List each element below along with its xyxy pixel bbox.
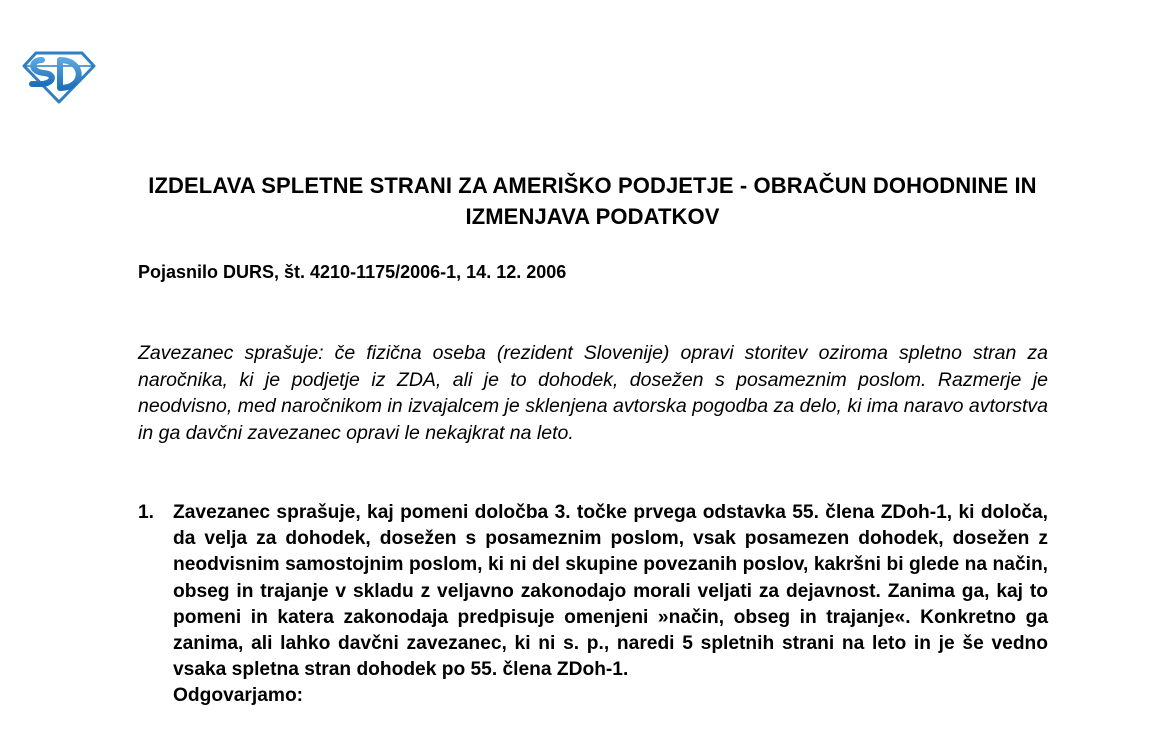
list-item-closing: Odgovarjamo:: [173, 685, 304, 707]
logo-icon: [22, 50, 96, 104]
list-item-number: 1.: [138, 502, 155, 523]
list-item: [138, 500, 1048, 710]
question-list: [138, 500, 1048, 710]
intro-paragraph: Zavezanec sprašuje: če fizična oseba (rezident Slovenije) opravi storitev oziroma spletno stran za naročnika, ki je podjetje iz ZDA, ali je to dohodek, dosežen s posameznim poslom. Razmerje je neodvisno, med naročnikom in izvajalcem je sklenjena avtorska pogodba za delo, ki ima naravo avtorstva in ga davčni zavezanec opravi le nekajkrat na leto.: [138, 342, 1048, 444]
document-title: IZDELAVA SPLETNE STRANI ZA AMERIŠKO PODJETJE - OBRAČUN DOHODNINE IN IZMENJAVA PODATKOV: [148, 173, 1037, 229]
source-line: Pojasnilo DURS, št. 4210-1175/2006-1, 14. 12. 2006: [138, 262, 567, 282]
list-item-text: Zavezanec sprašuje, kaj pomeni določba 3. točke prvega odstavka 55. člena ZDoh-1, ki določa, da velja za dohodek, dosežen s posameznim poslom, vsak posamezen dohodek, dosežen z neodvisnim samostojnim poslom, ki ni del skupine povezanih poslov, kakršni bi glede na način, obseg in trajanje v skladu z veljavno zakonodajo morali veljati za dejavnost. Zanima ga, kaj to pomeni in katera zakonodaja predpisuje omenjeni »način, obseg in trajanje«. Konkretno ga zanima, ali lahko davčni zavezanec, ki ni s. p., naredi 5 spletnih strani na leto in je še vedno vsaka spletna stran dohodek po 55. člena ZDoh-1.: [173, 502, 1048, 681]
